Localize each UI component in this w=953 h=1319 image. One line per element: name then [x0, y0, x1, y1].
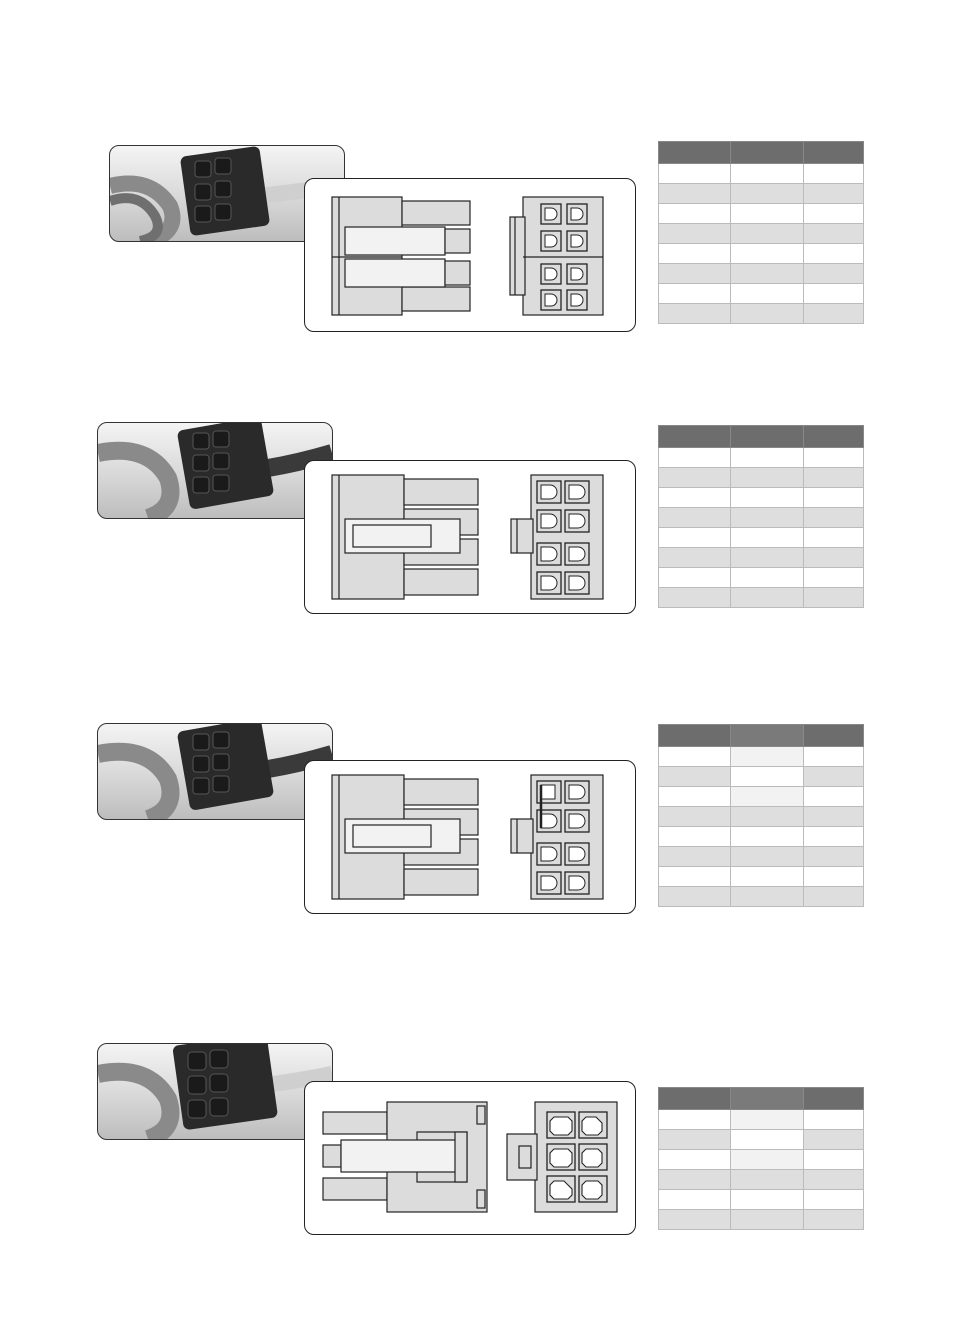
connector-photo-2	[97, 422, 333, 519]
table-row	[659, 284, 864, 304]
table-row	[659, 887, 864, 907]
connector-diagram-2	[304, 460, 636, 614]
table-row	[659, 1170, 864, 1190]
table-row	[659, 767, 864, 787]
table-row	[659, 827, 864, 847]
table-row	[659, 568, 864, 588]
table-row	[659, 164, 864, 184]
table-row	[659, 1150, 864, 1170]
table-row	[659, 448, 864, 468]
connector-drawing-4	[305, 1082, 635, 1234]
connector-drawing-2	[305, 461, 635, 613]
table-row	[659, 468, 864, 488]
table-row	[659, 1110, 864, 1130]
table-row	[659, 304, 864, 324]
table-row	[659, 184, 864, 204]
connector-diagram-3	[304, 760, 636, 914]
table-row	[659, 1130, 864, 1150]
connector-drawing-1	[305, 179, 635, 331]
table-row	[659, 807, 864, 827]
connector-photo-4	[97, 1043, 333, 1140]
table-row	[659, 548, 864, 568]
table-row	[659, 224, 864, 244]
connector-diagram-4	[304, 1081, 636, 1235]
table-row	[659, 588, 864, 608]
pin-table-1	[658, 141, 864, 324]
connector-photo-3	[97, 723, 333, 820]
cable-connector-image	[98, 423, 332, 518]
table-row	[659, 847, 864, 867]
table-row	[659, 787, 864, 807]
table-row	[659, 488, 864, 508]
table-row	[659, 528, 864, 548]
table-row	[659, 264, 864, 284]
table-row	[659, 508, 864, 528]
table-row	[659, 204, 864, 224]
connector-diagram-1	[304, 178, 636, 332]
table-row	[659, 244, 864, 264]
connector-drawing-3	[305, 761, 635, 913]
cable-connector-image	[98, 724, 332, 819]
pin-table-4	[658, 1087, 864, 1230]
table-row	[659, 747, 864, 767]
pin-table-2	[658, 425, 864, 608]
table-row	[659, 1190, 864, 1210]
cable-connector-image	[98, 1044, 332, 1139]
pin-table-3	[658, 724, 864, 907]
table-row	[659, 867, 864, 887]
table-row	[659, 1210, 864, 1230]
